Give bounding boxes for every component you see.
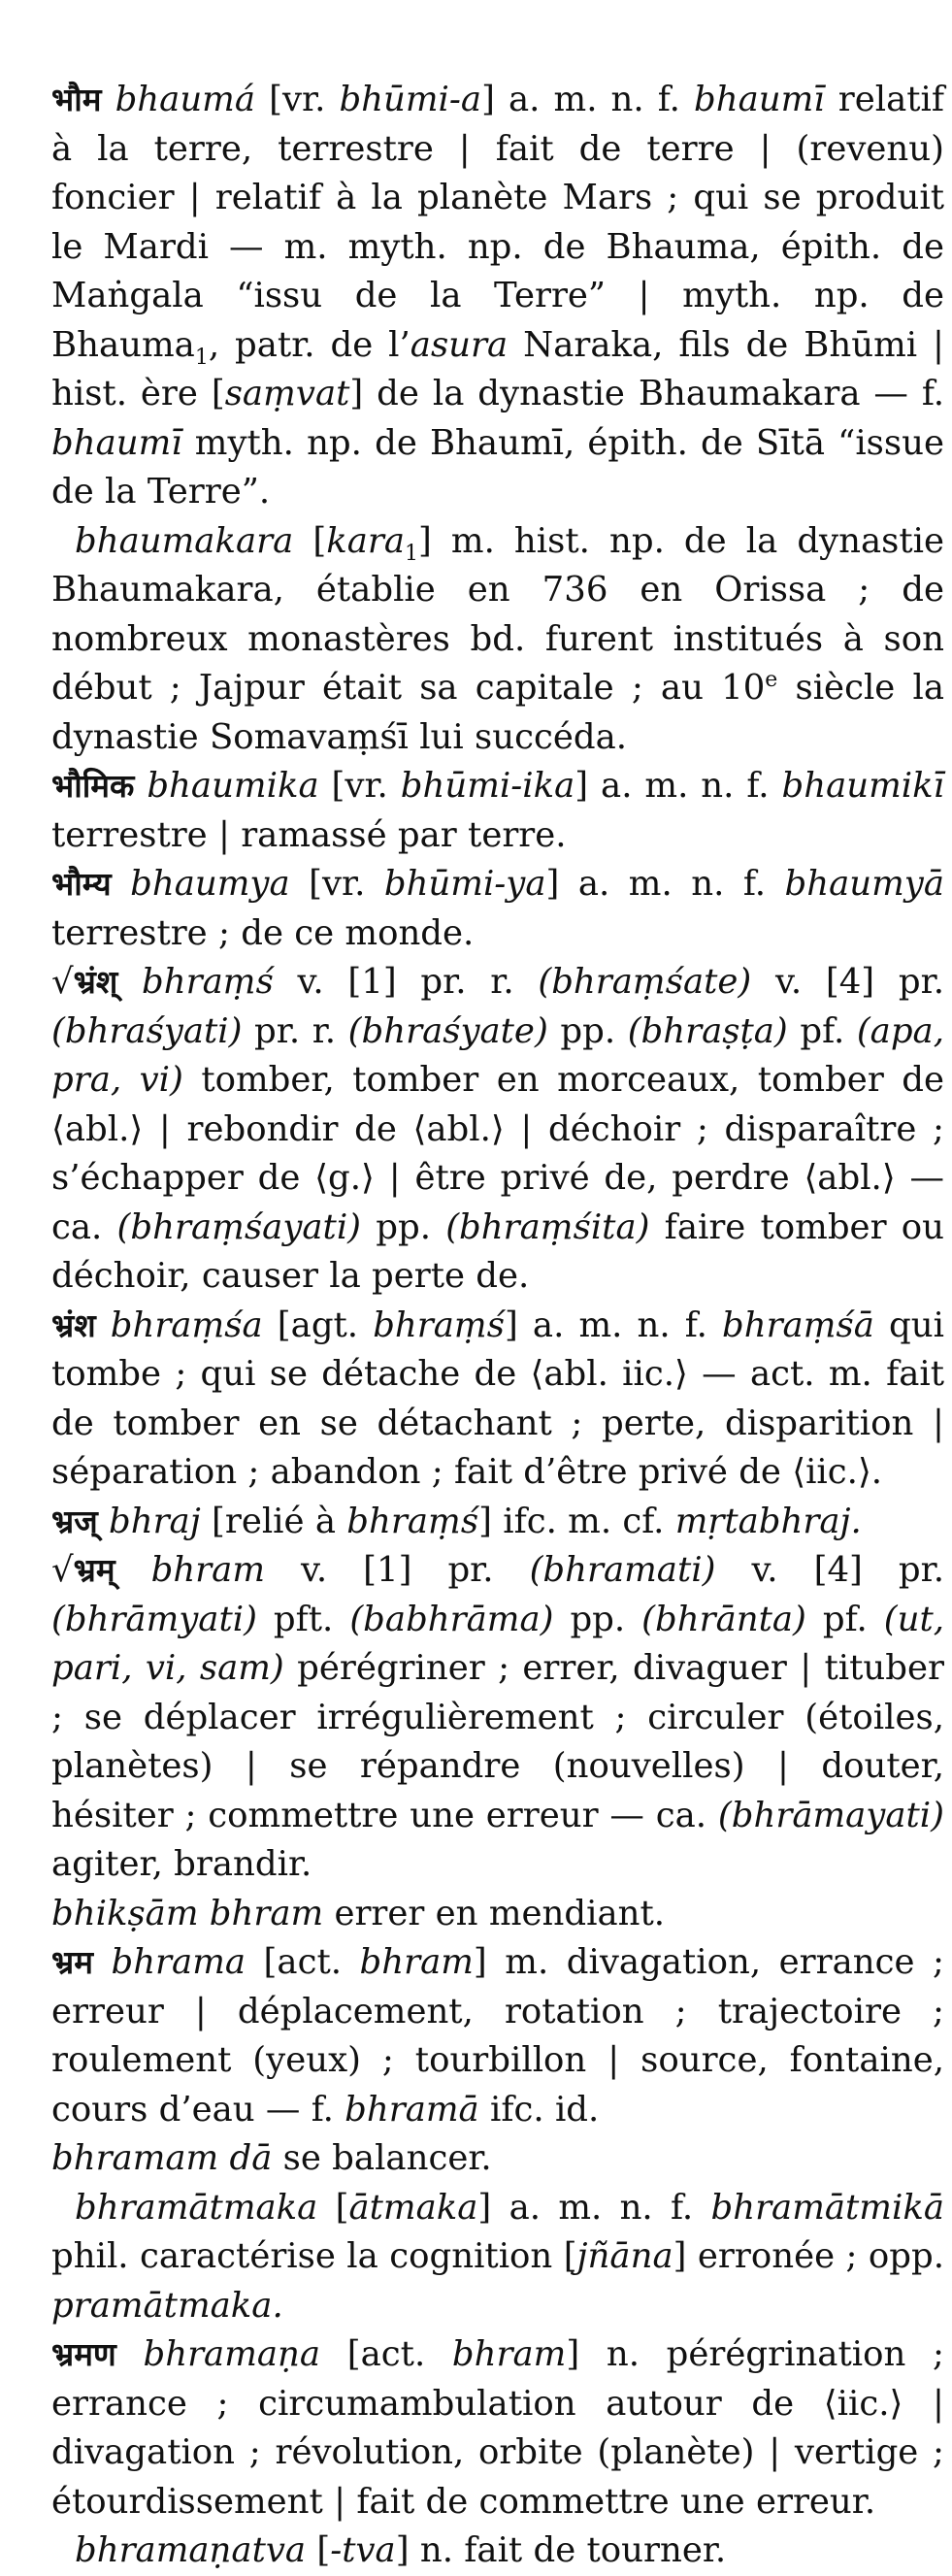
italic-text: bhram [359,1942,474,1982]
devanagari-headword: भ्रमण [51,2335,116,2373]
italic-text: (babhrāma) [349,1599,554,1639]
entry-text: errer en mendiant. [323,1893,666,1933]
entry-text: tomber, tomber en morceaux, tomber de ⟨abl.⟩ | rebondir de ⟨abl.⟩ | déchoir ; disparaître ; s’échapper de ⟨g.⟩ | être privé de, perdre ⟨abl.⟩ — ca. [51,1060,944,1247]
entry-text: [agt. [262,1305,374,1345]
entry-text: ] a. m. n. f. [481,80,695,119]
entry-text: [ [293,520,327,561]
entry-text: ] m. hist. np. de la dynastie Bhaumakara, établie en 736 en Orissa ; de nombreux monastères bd. furent institués à son début ; Jajpur était sa capitale ; au 10 [51,520,944,708]
italic-text: (bhraṣṭa) [627,1010,788,1051]
entry-text: ] ifc. m. cf. [478,1501,675,1541]
entry-text: qui tombe ; qui se détache de ⟨abl. iic.⟩ — act. m. fait de tomber en se détachant ; perte, disparition | séparation ; abandon ; fait d’être privé de ⟨iic.⟩. [51,1305,944,1492]
italic-text: bhaumikī [781,766,944,806]
italic-text: (apa, pra, vi) [51,1010,945,1100]
entry-text: ] a. m. n. f. [545,864,785,904]
headword: bhrama [111,1942,246,1982]
subscript: 1 [405,541,418,566]
entry-bhrama [51,1938,944,2134]
headword: bhraj [108,1501,201,1541]
entry-text: pf. [805,1599,884,1639]
italic-text: pramātmaka. [51,2285,283,2326]
entry-text: ] a. m. n. f. [574,766,782,806]
entry-text: terrestre | ramassé par terre. [51,814,567,855]
italic-text: saṃvat [224,374,350,413]
entry-text: pr. r. [242,1010,348,1051]
italic-text: (bhramati) [529,1550,716,1590]
entry-text: pft. [256,1599,350,1639]
entry-text: agiter, brandir. [51,1844,312,1884]
italic-text: bhraṃś [346,1501,479,1541]
devanagari-headword: भ्रंश् [73,963,118,1001]
italic-text: bhramā [345,2089,479,2130]
entry-text: ] n. fait de tourner. [395,2530,727,2570]
entry-text: [relié à [200,1501,347,1541]
italic-text: (bhrānta) [641,1599,806,1639]
entry-text: Naraka, fils de Bhūmi | hist. ère [ [51,324,944,413]
italic-text: -tva [330,2530,396,2570]
italic-text: (bhraśyati) [51,1010,243,1051]
entry-text: phil. caractérise la cognition [ [51,2236,577,2276]
entry-bhiksam-bhram [51,1890,944,1939]
entry-text [93,1942,112,1982]
italic-text: bhūmi-ya [383,864,546,904]
italic-text: bhram [451,2334,567,2374]
devanagari-headword: भ्रंश [51,1305,96,1344]
entry-bhramatmaka [51,2184,944,2331]
italic-text: bhaumī [51,422,182,463]
entry-text: siècle la dynastie Somavaṃśī lui succéda. [51,668,944,757]
entry-text: pérégriner ; errer, divaguer | tituber ; se déplacer irrégulièrement ; circuler (étoiles, planètes) | se répandre (nouvelles) | douter, hésiter ; commettre une erreur — ca. [51,1648,944,1835]
entry-text: myth. np. de Bhaumī, épith. de Sītā “issue de la Terre”. [51,422,944,512]
entry-text [134,766,147,806]
root-sign: √ [51,962,74,1002]
entry-text: pp. [553,1599,642,1639]
entry-bhrams [51,958,944,1302]
entry-bhaumika [51,762,944,860]
italic-text: kara [326,520,405,561]
headword: bhramātmaka [75,2187,318,2228]
italic-text: (bhraṃśate) [538,962,752,1002]
italic-text: bhikṣām bhram [51,1893,324,1933]
superscript: e [765,668,778,693]
entry-text: [vr. [255,80,340,119]
entry-text: ] erronée ; opp. [673,2236,944,2276]
entry-text: [act. [320,2334,452,2374]
entry-text: v. [1] pr. [264,1550,530,1590]
devanagari-headword: भ्रम् [73,1551,115,1589]
italic-text: bhramam dā [51,2138,273,2178]
entry-bhramsa [51,1302,944,1498]
root-sign: √ [51,1550,74,1590]
entry-text: , patr. de l’ [208,324,410,365]
entry-text: v. [4] pr. [751,962,944,1002]
entry-bhaumakara [51,517,944,763]
entry-text: [ [317,2187,349,2228]
headword: bhramaṇatva [75,2530,307,2570]
italic-text: bhaumī [694,80,825,119]
entry-text: se balancer. [272,2138,492,2178]
italic-text: ātmaka [348,2187,478,2228]
entry-text: terrestre ; de ce monde. [51,912,475,953]
entry-text: pf. [787,1010,857,1051]
entry-text [101,80,115,119]
entry-text: v. [1] pr. r. [273,962,539,1002]
entry-text: pp. [547,1010,628,1051]
headword: bhaumya [130,864,290,904]
entry-text [96,1305,111,1345]
entry-text: [vr. [318,766,401,806]
entry-text: pp. [361,1206,446,1247]
devanagari-headword: भौम [51,81,102,118]
entry-text: ] m. divagation, errance ; erreur | déplacement, rotation ; trajectoire ; roulement (yeux) ; tourbillon | source, fontaine, cours d’eau — f. [51,1942,944,2130]
italic-text: (bhrāmayati) [717,1795,944,1835]
entry-text: [ [306,2530,331,2570]
entry-text: ] a. m. n. f. [504,1305,722,1345]
entry-text [117,962,142,1002]
entry-text: v. [4] pr. [715,1550,944,1590]
entry-bhaumya [51,860,944,958]
headword: bhaumá [115,80,256,119]
entry-text [116,2334,144,2374]
italic-text: bhūmi-a [339,80,482,119]
italic-text: (bhraśyate) [347,1010,548,1051]
italic-text: bhūmi-ika [400,766,575,806]
entry-bhauma [51,76,944,517]
headword: bhaumakara [75,520,294,561]
entry-bhraj [51,1498,944,1547]
headword: bhramaṇa [143,2334,321,2374]
entry-bhramana [51,2330,944,2526]
headword: bhraṃś [142,962,274,1002]
entry-text: ifc. id. [478,2089,600,2130]
entry-text [112,864,130,904]
entry-text: ] de la dynastie Bhaumakara — f. [349,374,944,413]
italic-text: (bhrāmyati) [51,1599,257,1639]
entry-bhram [51,1546,944,1890]
entry-bhramanatva [51,2526,944,2576]
devanagari-headword: भौमिक [51,767,135,805]
italic-text: jñāna [576,2236,673,2276]
entry-bhramam-da [51,2134,944,2184]
entry-text: ] n. pérégrination ; errance ; circumambulation autour de ⟨iic.⟩ | divagation ; révolution, orbite (planète) | vertige ; étourdissement | fait de commettre une erreur. [51,2334,944,2522]
entry-text: faire tomber ou déchoir, causer la perte de. [51,1206,944,1296]
italic-text: bhaumyā [784,864,944,904]
italic-text: bhramātmikā [710,2187,944,2228]
entry-text [98,1502,109,1541]
italic-text: (bhraṃśita) [445,1206,650,1247]
devanagari-headword: भ्रम [51,1943,93,1981]
entry-text: [vr. [289,864,384,904]
headword: bhraṃśa [110,1305,263,1345]
italic-text: (ut, pari, vi, sam) [51,1599,945,1688]
devanagari-headword: भ्रज् [51,1502,98,1540]
headword: bhram [150,1550,265,1590]
italic-text: bhraṃś [373,1305,505,1345]
entry-text [115,1550,151,1590]
dictionary-page [51,76,944,2576]
headword: bhaumika [147,766,319,806]
italic-text: bhraṃśā [722,1305,874,1345]
entry-text: relatif à la terre, terrestre | fait de terre | (revenu) foncier | relatif à la planète Mars ; qui se produit le Mardi — m. myth. np. de Bhauma, épith. de Maṅgala “issu de la Terre” | myth. np. de Bhauma [51,80,944,365]
italic-text: (bhraṃśayati) [116,1206,362,1247]
devanagari-headword: भौम्य [51,865,112,903]
entry-text: ] a. m. n. f. [477,2187,711,2228]
italic-text: asura [410,324,509,365]
italic-text: mṛtabhraj. [674,1501,862,1541]
subscript: 1 [194,345,209,370]
entry-text: [act. [246,1942,360,1982]
